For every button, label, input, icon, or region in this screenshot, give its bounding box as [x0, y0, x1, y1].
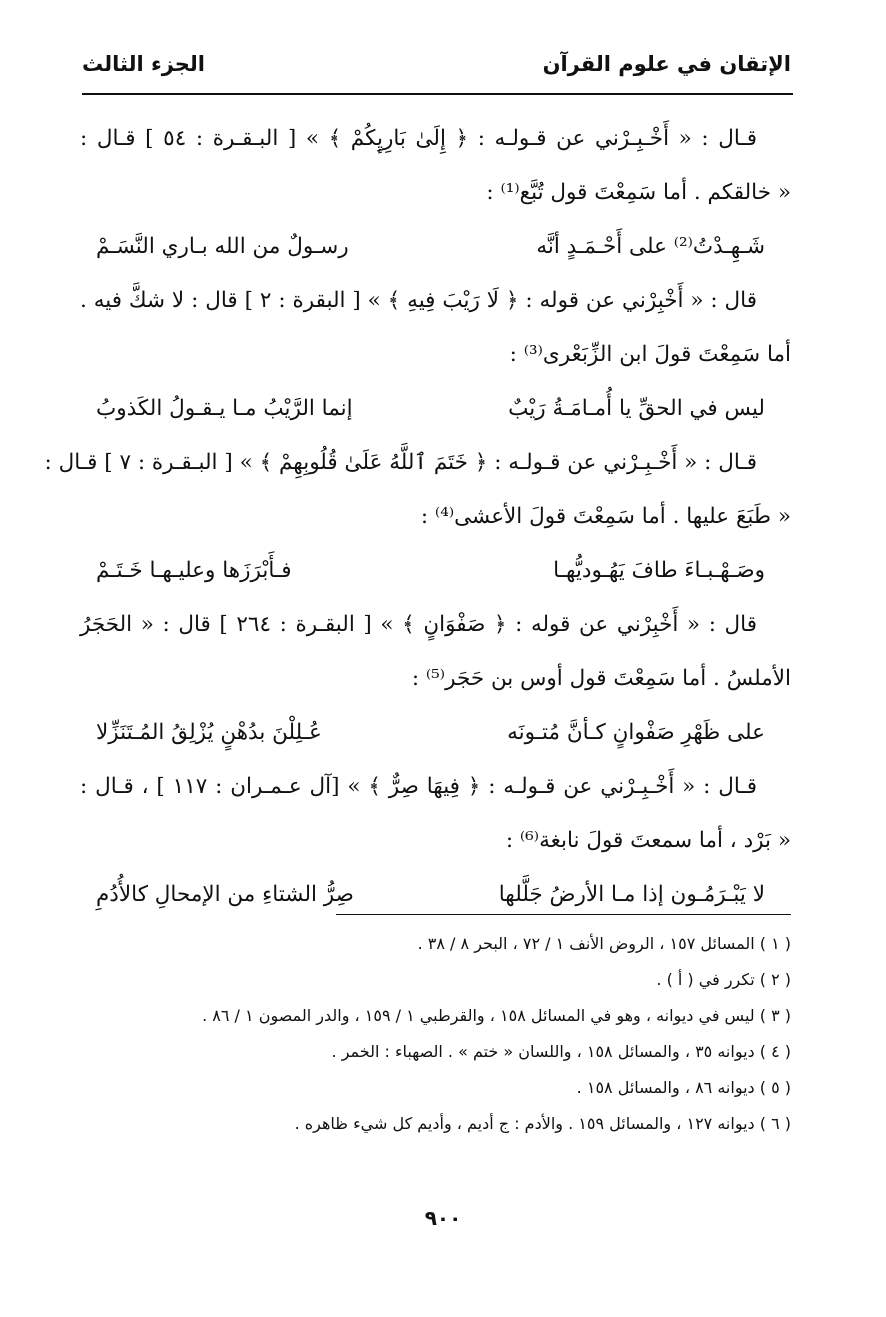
footnote: ( ٣ ) ليس في ديوانه ، وهو في المسائل ١٥٨ ، والقرطبي ١ / ١٥٩ ، والدر المصون ١ / ٨٦ . [202, 1006, 791, 1025]
text-line: قال : « أَخْبِرْني عن قوله : ﴿ لَا رَيْبَ فِيهِ ﴾ » [ البقرة : ٢ ] قال : لا شكَّ فيه . [80, 288, 757, 313]
page-number: ٩٠٠ [424, 1206, 462, 1230]
verse-second-hemistich: فـأَبْرَزَها وعليـهـا خَـتَـمْ [96, 558, 292, 583]
text-line: « خالقكم . أما سَمِعْتَ قول تُبَّع⁽¹⁾ : [486, 180, 791, 205]
footnote: ( ٦ ) ديوانه ١٢٧ ، والمسائل ١٥٩ . والأدم : ج أديم ، وأديم كل شيء ظاهره . [294, 1114, 791, 1133]
verse-second-hemistich: صِرُّ الشتاءِ من الإمحالِ كالأُدُمِ [96, 882, 354, 907]
running-header [82, 52, 791, 90]
text-line: أما سَمِعْتَ قولَ ابن الزِّبَعْرى⁽³⁾ : [509, 342, 791, 367]
verse-second-hemistich: رسـولٌ من الله بـاري النَّسَـمْ [96, 234, 349, 259]
verse-second-hemistich: عُـلِلْنَ بدُهْنٍ يُزْلِقُ المُـتَنَزِّلا [96, 720, 322, 745]
text-line: قـال : « أَخْـبِـرْني عن قـولـه : ﴿ إِلَىٰ بَارِيِٕكُمْ ﴾ » [ البـقـرة : ٥٤ ] قـال : [80, 126, 757, 151]
footnote: ( ٥ ) ديوانه ٨٦ ، والمسائل ١٥٨ . [576, 1078, 791, 1097]
text-line: « بَرْد ، أما سمعتَ قولَ نابغة⁽⁶⁾ : [505, 828, 791, 853]
text-line: قـال : « أَخْـبِـرْني عن قـولـه : ﴿ فِيهَا صِرٌّ ﴾ » [آل عـمـران : ١١٧ ] ، قـال : [80, 774, 757, 799]
verse-second-hemistich: إنما الرَّيْبُ مـا يـقـولُ الكَذوبُ [96, 396, 353, 421]
verse-first-hemistich: شَـهِـدْتُ⁽²⁾ على أَحْـمَـدٍ أنَّه [536, 234, 765, 259]
header-divider [82, 93, 793, 95]
text-line: قال : « أَخْبِرْني عن قوله : ﴿ صَفْوَانٍ ﴾ » [ البقـرة : ٢٦٤ ] قال : « الحَجَرُ [80, 612, 757, 637]
verse-first-hemistich: لا يَبْـرَمُـون إذا مـا الأرضُ جَلَّلها [498, 882, 765, 907]
verse-first-hemistich: وصَـهْـبـاءَ طافَ يَهُـوديُّهـا [553, 558, 765, 583]
text-line: قـال : « أَخْـبِـرْني عن قـولـه : ﴿ خَتَمَ ٱللَّهُ عَلَىٰ قُلُوبِهِمْ ﴾ » [ البـقـرة : ٧ ] قـال : [44, 450, 757, 475]
verse-first-hemistich: ليس في الحقِّ يا أُمـامَـةُ رَيْبٌ [508, 396, 765, 421]
book-title: الإتقان في علوم القرآن [542, 52, 791, 76]
footnote-divider [336, 914, 791, 915]
text-line: « طَبَعَ عليها . أما سَمِعْتَ قولَ الأعشى⁽⁴⁾ : [420, 504, 791, 529]
part-title: الجزء الثالث [82, 52, 205, 76]
verse [80, 220, 791, 274]
footnotes [80, 926, 791, 1142]
verse [80, 706, 791, 760]
text-line: الأملسُ . أما سَمِعْتَ قول أوس بن حَجَر⁽⁵⁾ : [411, 666, 791, 691]
footnote: ( ٤ ) ديوانه ٣٥ ، والمسائل ١٥٨ ، واللسان « ختم » . الصهباء : الخمر . [331, 1042, 791, 1061]
verse [80, 382, 791, 436]
footnote: ( ١ ) المسائل ١٥٧ ، الروض الأنف ١ / ٧٢ ، البحر ٨ / ٣٨ . [417, 934, 791, 953]
main-text [44, 112, 791, 922]
footnote: ( ٢ ) تكرر في ( أ ) . [656, 970, 791, 989]
verse [80, 544, 791, 598]
verse-first-hemistich: على ظَهْرِ صَفْوانٍ كـأنَّ مُتـونَه [507, 720, 765, 745]
